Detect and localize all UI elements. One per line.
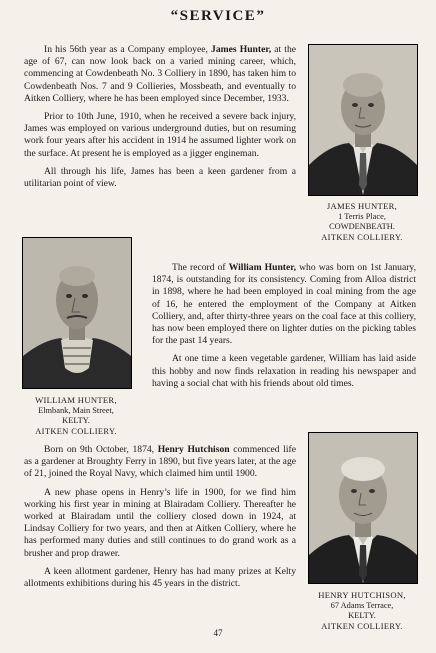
caption-colliery: AITKEN COLLIERY. (321, 621, 403, 631)
william-p1-lead: The record of (172, 262, 229, 273)
caption-address-line-2: COWDENBEATH. (329, 222, 395, 231)
caption-name: WILLIAM HUNTER, (35, 395, 117, 405)
william-hunter-article (152, 262, 416, 396)
portrait-image (23, 238, 131, 388)
james-paragraph-2: Prior to 10th June, 1910, when he received a severe back injury, James was employed on various underground duties, but on resuming work four years after his accident in 1914 he assumed lighter work on the surface. At present he is employed as a jigger engineman. (24, 111, 296, 159)
henry-paragraph-2: A new phase opens in Henry’s life in 1900, for we find him working his first year in mining at Blairadam Colliery. Thereafter he worked at Blairadam until the colliery closed down in 1924, at Lindsay Colliery for two years, and then at Aitken Colliery, where he has performed many duties and still continues to do grand work as a brusher and prop drawer. (24, 486, 296, 559)
james-hunter-article (24, 44, 296, 196)
page-title: “SERVICE” (170, 8, 266, 24)
henry-hutchison-article (24, 444, 296, 596)
james-p1-lead: In his 56th year as a Company employee, (44, 44, 212, 55)
portrait-image (309, 45, 417, 195)
william-hunter-portrait (22, 237, 132, 389)
henry-paragraph-3: A keen allotment gardener, Henry has had many prizes at Kelty allotments exhibitions during his 45 years in the district. (24, 565, 296, 590)
james-paragraph-3: All through his life, James has been a keen gardener from a utilitarian point of view. (24, 165, 296, 190)
henry-p1-rest: commenced life as a gardener at Broughty Ferry in 1890, but five years later, at the age of 21, joined the Royal Navy, which claimed him until 1900. (24, 444, 296, 480)
caption-colliery: AITKEN COLLIERY. (35, 426, 117, 436)
james-p1-rest: at the age of 67, can now look back on a varied mining career, which, commencing at Cowdenbeath No. 3 Colliery in 1890, has taken him to Cowdenbeath Nos. 7 and 9 Collieries, Mossbeath, and eventually to Aitken Colliery, where he has been employed since December, 1933. (24, 44, 297, 104)
james-hunter-portrait (308, 44, 418, 196)
caption-address-line-1: Elmbank, Main Street, (38, 405, 114, 415)
henry-name-bold: Henry Hutchison (157, 444, 230, 455)
henry-paragraph-1 (24, 444, 296, 481)
caption-colliery: AITKEN COLLIERY. (321, 232, 403, 242)
james-name-bold: James Hunter, (211, 44, 272, 55)
caption-name: JAMES HUNTER, (326, 201, 398, 211)
henry-hutchison-portrait (308, 432, 418, 584)
james-paragraph-1 (24, 44, 296, 105)
william-paragraph-2: At one time a keen vegetable gardener, William has laid aside this hobby and now finds relaxation in reading his newspaper and having a social chat with his friends about old times. (152, 353, 416, 389)
page-number: 47 (213, 628, 223, 638)
william-p1-rest: who was born on 1st January, 1874, is outstanding for its consistency. Coming from Alloa district in 1898, where he had been employed in coal mining from the age of 16, he entered the employment of the Company at Aitken Colliery, and, after thirty-three years on the coal face at this colliery, has now been employed there on lighter duties on the picking tables for the past 14 years. (152, 262, 416, 347)
james-hunter-caption (302, 201, 422, 243)
william-name-bold: William Hunter, (228, 262, 297, 273)
caption-address-line-2: KELTY. (348, 611, 376, 620)
henry-p1-lead: Born on 9th October, 1874, (44, 444, 158, 455)
william-hunter-caption (16, 395, 136, 437)
caption-address-line-2: KELTY. (62, 416, 90, 425)
caption-address-line-1: 1 Terris Place, (338, 211, 386, 221)
henry-hutchison-caption (302, 590, 422, 632)
william-paragraph-1 (152, 262, 416, 347)
caption-name: HENRY HUTCHISON, (318, 590, 406, 600)
portrait-image (309, 433, 417, 583)
caption-address-line-1: 67 Adams Terrace, (330, 600, 394, 610)
